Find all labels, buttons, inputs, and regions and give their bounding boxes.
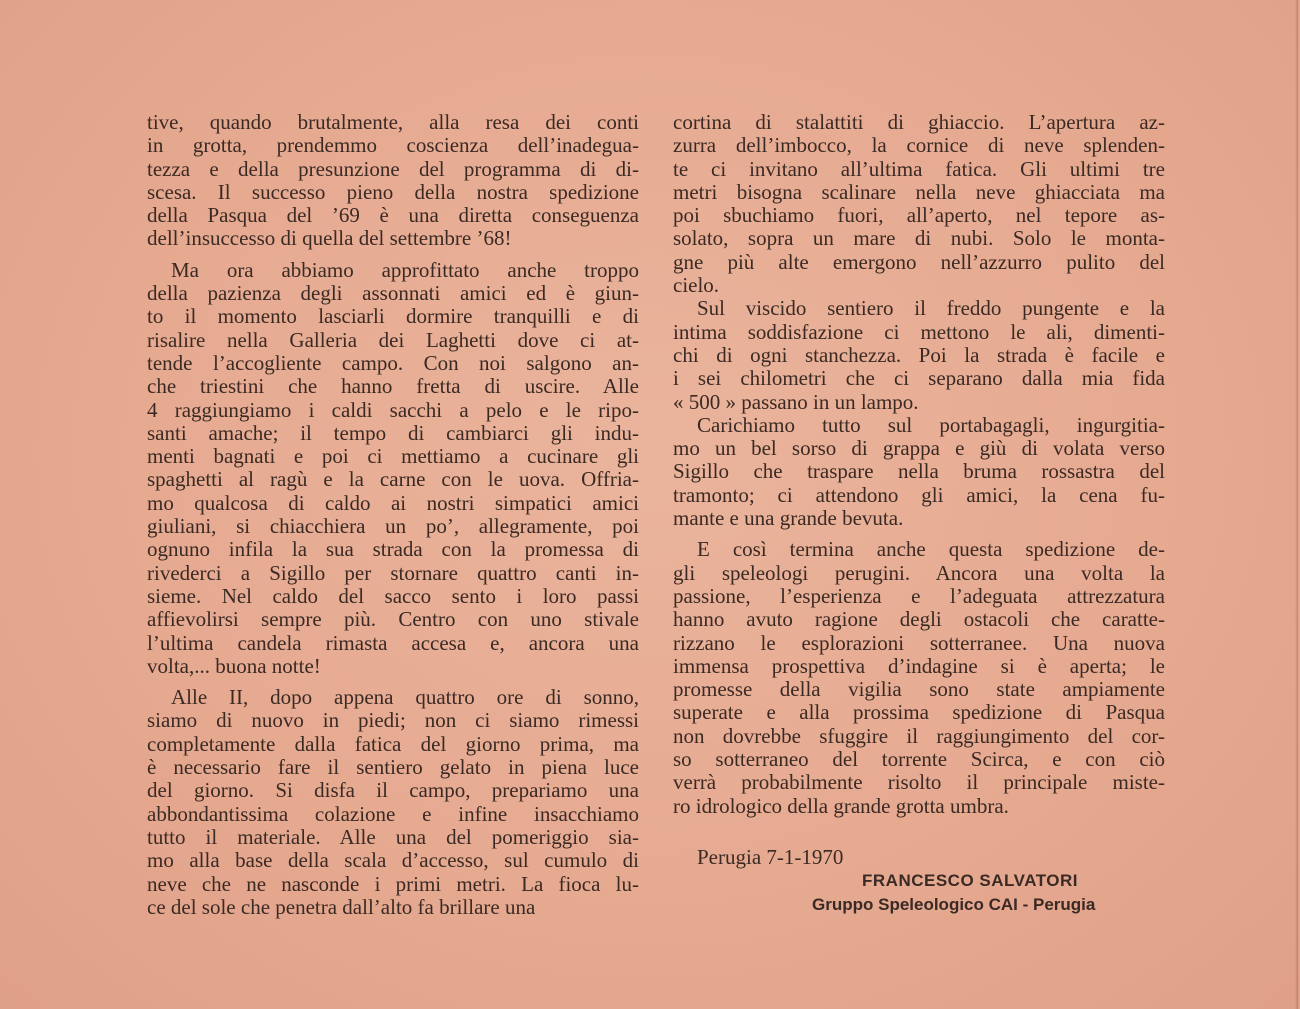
- text-line: passione, l’esperienza e l’adeguata attrezzatura: [673, 583, 1165, 608]
- text-line: sieme. Nel caldo del sacco sento i loro passi: [147, 583, 639, 608]
- text-line: zurra dell’imbocco, la cornice di neve splenden-: [673, 133, 1165, 158]
- right-column: [673, 111, 1165, 818]
- text-line: tramonto; ci attendono gli amici, la cena fu-: [673, 482, 1165, 507]
- text-line: ro idrologico della grande grotta umbra.: [673, 793, 1009, 818]
- text-line: l’ultima candela rimasta accesa e, ancora una: [147, 630, 639, 655]
- text-line: affievolirsi sempre più. Centro con uno stivale: [147, 607, 639, 632]
- text-line: so sotterraneo del torrente Scirca, e con ciò: [673, 747, 1165, 772]
- text-line: verrà probabilmente risolto il principale miste-: [673, 770, 1165, 795]
- text-line: ognuno infila la sua strada con la promessa di: [147, 537, 639, 562]
- paragraph: [673, 538, 1165, 818]
- text-line: mo alla base della scala d’accesso, sul cumulo di: [147, 848, 639, 873]
- text-line: mo un bel sorso di grappa e giù di volata verso: [673, 436, 1165, 461]
- text-line: metri bisogna scalinare nella neve ghiacciata ma: [673, 179, 1165, 204]
- text-line: dell’insuccesso di quella del settembre ’68!: [147, 226, 512, 251]
- text-line: gne più alte emergono nell’azzurro pulito del: [673, 249, 1165, 274]
- signature-author: FRANCESCO SALVATORI: [862, 871, 1079, 890]
- text-line: E così termina anche questa spedizione de-: [697, 537, 1165, 562]
- text-line: 4 raggiungiamo i caldi sacchi a pelo e le ripo-: [147, 397, 639, 422]
- text-line: tezza e della presunzione del programma di di-: [147, 156, 639, 181]
- text-line: risalire nella Galleria dei Laghetti dove ci at-: [147, 327, 639, 352]
- text-line: della pazienza degli assonnati amici ed è giun-: [147, 281, 639, 306]
- text-line: cortina di stalattiti di ghiaccio. L’apertura az-: [673, 110, 1165, 134]
- paragraph: [147, 259, 639, 678]
- text-line: superate e alla prossima spedizione di Pasqua: [673, 700, 1165, 725]
- text-line: Carichiamo tutto sul portabagagli, ingurgitia-: [697, 412, 1165, 437]
- text-line: mante e una grande bevuta.: [673, 506, 904, 531]
- text-line: spaghetti al ragù e la carne con le uova. Offria-: [147, 467, 639, 492]
- text-line: « 500 » passano in un lampo.: [673, 389, 919, 414]
- text-line: mo qualcosa di caldo ai nostri simpatici amici: [147, 490, 639, 515]
- text-line: promesse della vigilia sono state ampiamente: [673, 677, 1165, 702]
- text-line: Ma ora abbiamo approfittato anche troppo: [171, 257, 639, 282]
- text-line: Alle II, dopo appena quattro ore di sonno,: [171, 685, 639, 710]
- text-line: del giorno. Si disfa il campo, prepariamo una: [147, 778, 639, 803]
- text-line: i sei chilometri che ci separano dalla mia fida: [673, 366, 1165, 391]
- text-line: cielo.: [673, 273, 720, 298]
- text-line: completamente dalla fatica del giorno prima, ma: [147, 731, 639, 756]
- text-line: che triestini che hanno fretta di uscire. Alle: [147, 374, 639, 399]
- text-line: rivederci a Sigillo per stornare quattro canti in-: [147, 560, 639, 585]
- page-edge-shadow: [1295, 0, 1298, 1009]
- text-line: giuliani, si chiacchiera un po’, allegramente, poi: [147, 514, 639, 539]
- text-line: immensa prospettiva d’indagine si è aperta; le: [673, 653, 1165, 678]
- paragraph: [673, 297, 1165, 413]
- text-line: volta,... buona notte!: [147, 653, 321, 678]
- left-column: [147, 111, 639, 919]
- paragraph: [147, 686, 639, 919]
- text-line: poi sbuchiamo fuori, all’aperto, nel tepore as-: [673, 203, 1165, 228]
- text-line: tutto il materiale. Alle una del pomeriggio sia-: [147, 824, 639, 849]
- text-line: scesa. Il successo pieno della nostra spedizione: [147, 179, 639, 204]
- text-line: non dovrebbe sfuggire il raggiungimento del cor-: [673, 723, 1165, 748]
- text-line: menti bagnati e poi ci mettiamo a cucinare gli: [147, 444, 639, 469]
- text-line: neve che ne nasconde i primi metri. La fioca lu-: [147, 871, 639, 896]
- text-line: tive, quando brutalmente, alla resa dei conti: [147, 110, 639, 134]
- text-line: rizzano le esplorazioni sotterranee. Una nuova: [673, 630, 1165, 655]
- text-line: te ci invitano all’ultima fatica. Gli ultimi tre: [673, 156, 1165, 181]
- text-line: in grotta, prendemmo coscienza dell’inadegua-: [147, 133, 639, 158]
- text-line: Sul viscido sentiero il freddo pungente e la: [697, 296, 1165, 321]
- signature-group: Gruppo Speleologico CAI - Perugia: [812, 895, 1096, 914]
- text-line: ce del sole che penetra dall’alto fa brillare una: [147, 894, 536, 919]
- paragraph: [673, 111, 1165, 297]
- signature-date: Perugia 7-1-1970: [697, 845, 844, 869]
- text-line: è necessario fare il sentiero gelato in piena luce: [147, 755, 639, 780]
- text-line: Sigillo che traspare nella bruma rossastra del: [673, 459, 1165, 484]
- text-line: della Pasqua del ’69 è una diretta conseguenza: [147, 203, 639, 228]
- text-line: chi di ogni stanchezza. Poi la strada è facile e: [673, 342, 1165, 367]
- text-line: intima soddisfazione ci mettono le ali, dimenti-: [673, 319, 1165, 344]
- text-line: tende l’accogliente campo. Con noi salgono an-: [147, 350, 639, 375]
- text-line: abbondantissima colazione e infine insacchiamo: [147, 801, 639, 826]
- text-line: gli speleologi perugini. Ancora una volta la: [673, 560, 1165, 585]
- text-line: siamo di nuovo in piedi; non ci siamo rimessi: [147, 708, 639, 733]
- text-line: santi amache; il tempo di cambiarci gli indu-: [147, 420, 639, 445]
- text-line: hanno avuto ragione degli ostacoli che caratte-: [673, 607, 1165, 632]
- text-line: solato, sopra un mare di nubi. Solo le monta-: [673, 226, 1165, 251]
- text-line: to il momento lasciarli dormire tranquilli e di: [147, 304, 639, 329]
- paragraph: [147, 111, 639, 251]
- paragraph: [673, 414, 1165, 530]
